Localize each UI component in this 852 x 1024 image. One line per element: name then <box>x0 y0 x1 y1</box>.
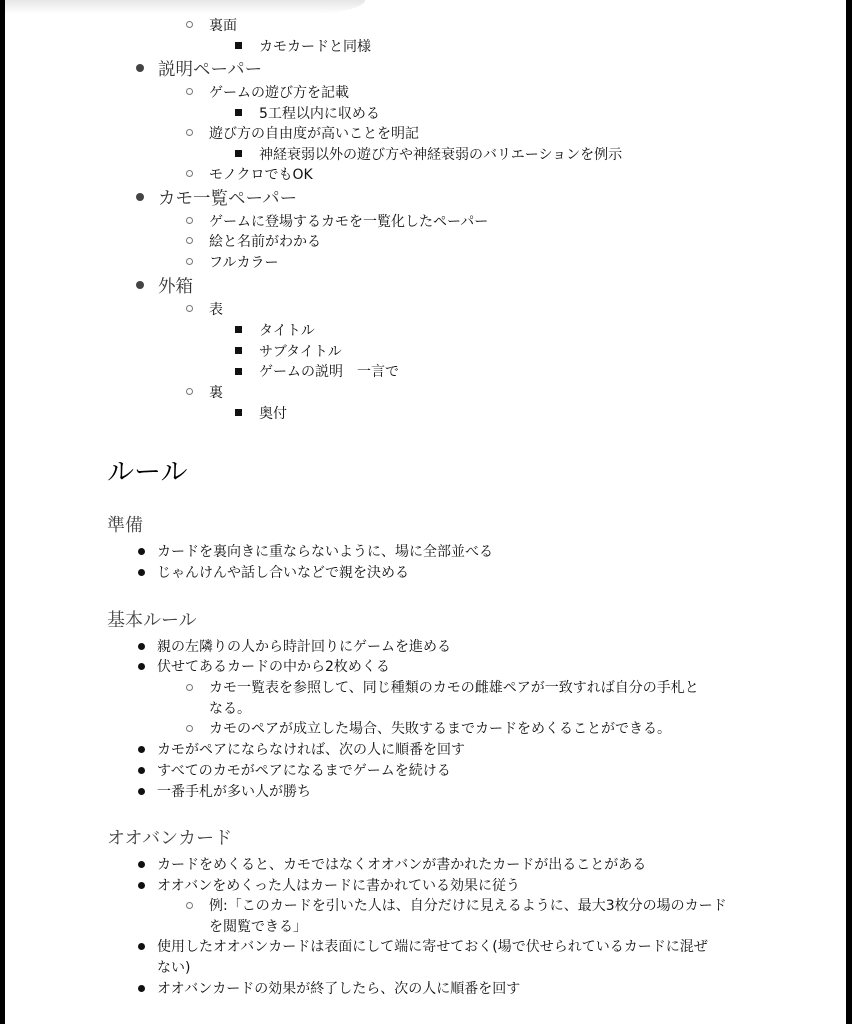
top-shadow <box>5 0 365 14</box>
outline-item: 表 <box>209 302 223 318</box>
section-heading-ooban-card: オオバンカード <box>107 828 233 849</box>
outline-item: サブタイトル <box>259 344 342 360</box>
hollow-bullet-icon <box>186 305 193 312</box>
hollow-bullet-icon <box>186 388 193 395</box>
square-bullet-icon <box>235 326 242 333</box>
outline-item: 裏面 <box>209 18 237 34</box>
disc-bullet-icon <box>138 767 145 774</box>
outline-item: 遊び方の自由度が高いことを明記 <box>209 126 419 142</box>
disc-bullet-icon <box>138 663 145 670</box>
rule-item: 伏せてあるカードの中から2枚めくる <box>157 659 390 675</box>
rule-item: カモがペアにならなければ、次の人に順番を回す <box>157 742 465 758</box>
rule-item-cont: ない) <box>157 960 191 976</box>
square-bullet-icon <box>235 409 242 416</box>
outline-item: ゲームの説明 一言で <box>259 364 399 380</box>
rule-item: オオバンをめくった人はカードに書かれている効果に従う <box>157 878 521 894</box>
outline-item: 絵と名前がわかる <box>209 234 321 250</box>
rule-item: 一番手札が多い人が勝ち <box>157 784 311 800</box>
outline-item: フルカラー <box>209 255 279 271</box>
disc-bullet-icon <box>136 193 144 201</box>
hollow-bullet-icon <box>186 170 193 177</box>
disc-bullet-icon <box>138 643 145 650</box>
square-bullet-icon <box>235 347 242 354</box>
outline-item: カモ一覧ペーパー <box>158 189 298 209</box>
disc-bullet-icon <box>138 788 145 795</box>
hollow-bullet-icon <box>186 684 193 691</box>
outline-item: ゲームの遊び方を記載 <box>209 85 349 101</box>
disc-bullet-icon <box>138 882 145 889</box>
disc-bullet-icon <box>138 569 145 576</box>
hollow-bullet-icon <box>186 237 193 244</box>
section-heading-preparation: 準備 <box>107 515 143 536</box>
hollow-bullet-icon <box>186 725 193 732</box>
outline-item: 外箱 <box>158 277 193 297</box>
disc-bullet-icon <box>138 985 145 992</box>
outline-item: 神経衰弱以外の遊び方や神経衰弱のバリエーションを例示 <box>259 147 623 163</box>
rule-item: カードをめくると、カモではなくオオバンが書かれたカードが出ることがある <box>157 857 647 873</box>
hollow-bullet-icon <box>186 21 193 28</box>
outline-item: 奥付 <box>259 406 287 422</box>
disc-bullet-icon <box>138 548 145 555</box>
hollow-bullet-icon <box>186 258 193 265</box>
rule-subitem: 例:「このカードを引いた人は、自分だけに見えるように、最大3枚分の場のカード <box>209 898 727 914</box>
rule-subitem-cont: なる。 <box>209 701 251 717</box>
rule-item: 使用したオオバンカードは表面にして端に寄せておく(場で伏せられているカードに混ぜ <box>157 939 708 955</box>
rules-heading: ルール <box>107 457 188 488</box>
outline-item: タイトル <box>259 323 315 339</box>
disc-bullet-icon <box>136 281 144 289</box>
outline-item: モノクロでもOK <box>209 167 313 183</box>
rule-item: じゃんけんや話し合いなどで親を決める <box>157 565 409 581</box>
rule-subitem: カモのペアが成立した場合、失敗するまでカードをめくることができる。 <box>209 721 671 737</box>
disc-bullet-icon <box>136 64 144 72</box>
rule-subitem-cont: を閲覧できる」 <box>209 919 307 935</box>
rule-item: オオバンカードの効果が終了したら、次の人に順番を回す <box>157 981 521 997</box>
outline-item: 説明ペーパー <box>158 60 263 80</box>
outline-item: カモカードと同様 <box>259 39 371 55</box>
square-bullet-icon <box>235 109 242 116</box>
outline-item: 5工程以内に収める <box>259 106 380 122</box>
rule-item: 親の左隣りの人から時計回りにゲームを進める <box>157 639 451 655</box>
hollow-bullet-icon <box>186 902 193 909</box>
section-heading-basic-rules: 基本ルール <box>107 610 197 631</box>
hollow-bullet-icon <box>186 88 193 95</box>
outline-item: 裏 <box>209 385 223 401</box>
rule-item: カードを裏向きに重ならないように、場に全部並べる <box>157 544 493 560</box>
rule-subitem: カモ一覧表を参照して、同じ種類のカモの雌雄ペアが一致すれば自分の手札と <box>209 680 699 696</box>
square-bullet-icon <box>235 42 242 49</box>
hollow-bullet-icon <box>186 217 193 224</box>
rule-item: すべてのカモがペアになるまでゲームを続ける <box>157 763 451 779</box>
hollow-bullet-icon <box>186 129 193 136</box>
square-bullet-icon <box>235 368 242 375</box>
disc-bullet-icon <box>138 943 145 950</box>
disc-bullet-icon <box>138 746 145 753</box>
square-bullet-icon <box>235 150 242 157</box>
disc-bullet-icon <box>138 861 145 868</box>
document-page <box>5 0 846 1024</box>
outline-item: ゲームに登場するカモを一覧化したペーパー <box>209 214 489 230</box>
